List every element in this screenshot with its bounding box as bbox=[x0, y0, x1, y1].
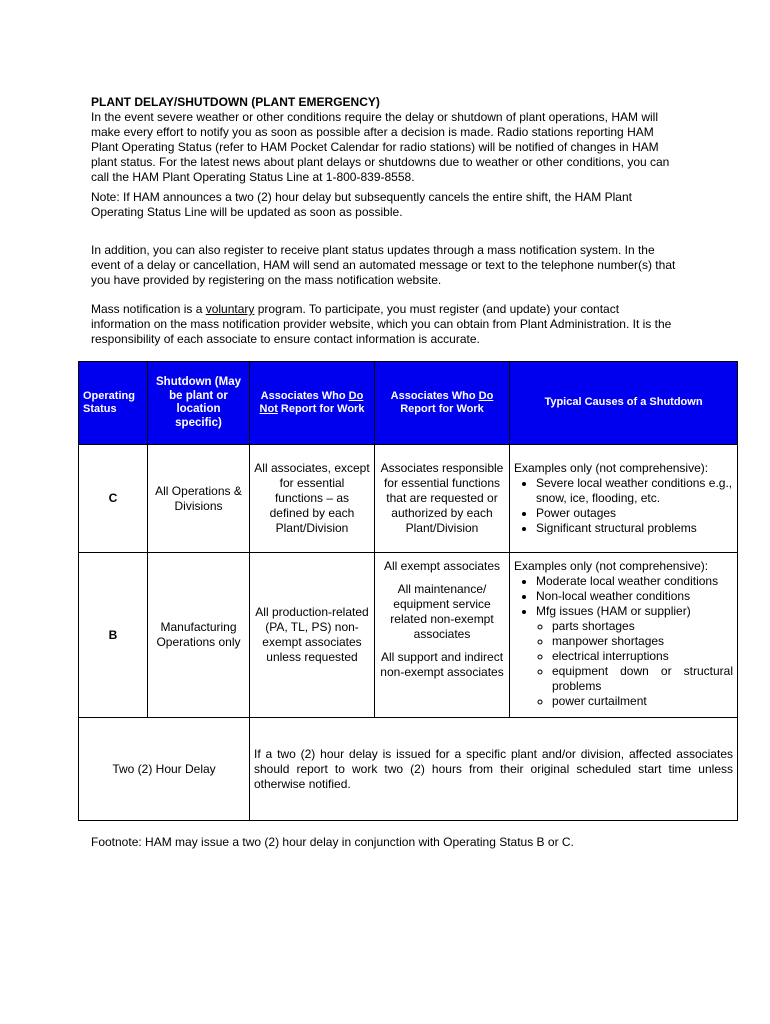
delay-description-cell: If a two (2) hour delay is issued for a specific plant and/or division, affected associates should report to work two (2) hours from their original scheduled start time unless otherwise notified. bbox=[250, 718, 738, 821]
status-b-do-maintenance: All maintenance/ equipment service related non-exempt associates bbox=[390, 582, 494, 641]
status-b-do-support: All support and indirect non-exempt associates bbox=[380, 650, 504, 679]
voluntary-emphasis: voluntary bbox=[205, 302, 255, 316]
status-c-do-report: Associates responsible for essential functions that are requested or authorized by each Plant/Division bbox=[375, 445, 510, 553]
mass-text-before: Mass notification is a bbox=[91, 302, 206, 316]
header-operating-status: Operating Status bbox=[79, 362, 148, 445]
status-b-cell: B bbox=[79, 553, 148, 718]
list-item: ◦ electrical interruptions bbox=[552, 649, 733, 664]
status-c-cell: C bbox=[79, 445, 148, 553]
table-row-status-c bbox=[79, 445, 738, 553]
header-do-not-pre: Associates Who bbox=[260, 389, 349, 402]
status-c-shutdown: All Operations & Divisions bbox=[148, 445, 250, 553]
status-c-causes-list bbox=[514, 476, 733, 536]
status-b-shutdown: Manufacturing Operations only bbox=[148, 553, 250, 718]
status-c-causes-lead: Examples only (not comprehensive): bbox=[514, 461, 709, 475]
status-b-do-not-report: All production-related (PA, TL, PS) non-exempt associates unless requested bbox=[250, 553, 375, 718]
addition-paragraph: In addition, you can also register to receive plant status updates through a mass notification system. In the event of a delay or cancellation, HAM will send an automated message or text to the telephone number(s) that you have provided by registering on the mass notification website. bbox=[91, 243, 676, 287]
list-item bbox=[536, 604, 733, 709]
table-row-two-hour-delay bbox=[79, 718, 738, 821]
list-item: • Moderate local weather conditions bbox=[536, 574, 733, 589]
header-do-post: Report for Work bbox=[400, 403, 484, 415]
status-b-causes bbox=[510, 553, 738, 718]
list-item: • Non-local weather conditions bbox=[536, 589, 733, 604]
table-row-status-b bbox=[79, 553, 738, 718]
table-header-row bbox=[79, 362, 738, 445]
status-b-causes-lead: Examples only (not comprehensive): bbox=[514, 559, 709, 573]
page-title: PLANT DELAY/SHUTDOWN (PLANT EMERGENCY) bbox=[91, 95, 380, 109]
mass-notification-paragraph bbox=[91, 302, 681, 347]
list-item: ◦ parts shortages bbox=[552, 619, 733, 634]
status-b-do-exempt: All exempt associates bbox=[383, 559, 501, 573]
list-item: • Power outages bbox=[536, 506, 733, 521]
status-b-do-report bbox=[375, 553, 510, 718]
header-typical-causes: Typical Causes of a Shutdown bbox=[510, 362, 738, 445]
status-b-causes-list bbox=[514, 574, 733, 709]
list-item: • Severe local weather conditions e.g., snow, ice, flooding, etc. bbox=[536, 476, 733, 506]
header-associates-do-not bbox=[250, 362, 375, 445]
header-do-pre: Associates Who bbox=[390, 389, 479, 402]
delay-label-cell: Two (2) Hour Delay bbox=[79, 718, 250, 821]
header-shutdown: Shutdown (May be plant or location specific) bbox=[148, 362, 250, 445]
status-c-do-not-report: All associates, except for essential functions – as defined by each Plant/Division bbox=[250, 445, 375, 553]
header-do-not-post: Report for Work bbox=[277, 403, 365, 415]
header-associates-do bbox=[375, 362, 510, 445]
list-item: ◦ equipment down or structural problems bbox=[552, 664, 733, 694]
mfg-issues-label: Mfg issues (HAM or supplier) bbox=[536, 604, 691, 618]
note-paragraph: Note: If HAM announces a two (2) hour delay but subsequently cancels the entire shift, the HAM Plant Operating Status Line will be updated as soon as possible. bbox=[91, 190, 632, 219]
status-c-causes bbox=[510, 445, 738, 553]
list-item: ◦ power curtailment bbox=[552, 694, 733, 709]
list-item: ◦ manpower shortages bbox=[552, 634, 733, 649]
header-do-not-underlined: Do Not bbox=[259, 389, 364, 415]
operating-status-table bbox=[78, 361, 738, 821]
footnote: Footnote: HAM may issue a two (2) hour delay in conjunction with Operating Status B or C. bbox=[91, 835, 574, 849]
mass-text-after: program. To participate, you must register (and update) your contact information on the mass notification provider website, which you can obtain from Plant Administration. It is the responsibility of each associate to ensure contact information is accurate. bbox=[91, 302, 672, 346]
list-item: • Significant structural problems bbox=[536, 521, 733, 536]
intro-paragraph: In the event severe weather or other conditions require the delay or shutdown of plant operations, HAM will make every effort to notify you as soon as possible after a decision is made. Radio stations reporting HAM Plant Operating Status (refer to HAM Pocket Calendar for radio stations) will be notified of changes in HAM plant status. For the latest news about plant delays or shutdowns due to weather or other conditions, you can call the HAM Plant Operating Status Line at 1-800-839-8558. bbox=[91, 110, 670, 184]
header-do-underlined: Do bbox=[478, 389, 494, 402]
mfg-issues-sublist bbox=[536, 619, 733, 709]
